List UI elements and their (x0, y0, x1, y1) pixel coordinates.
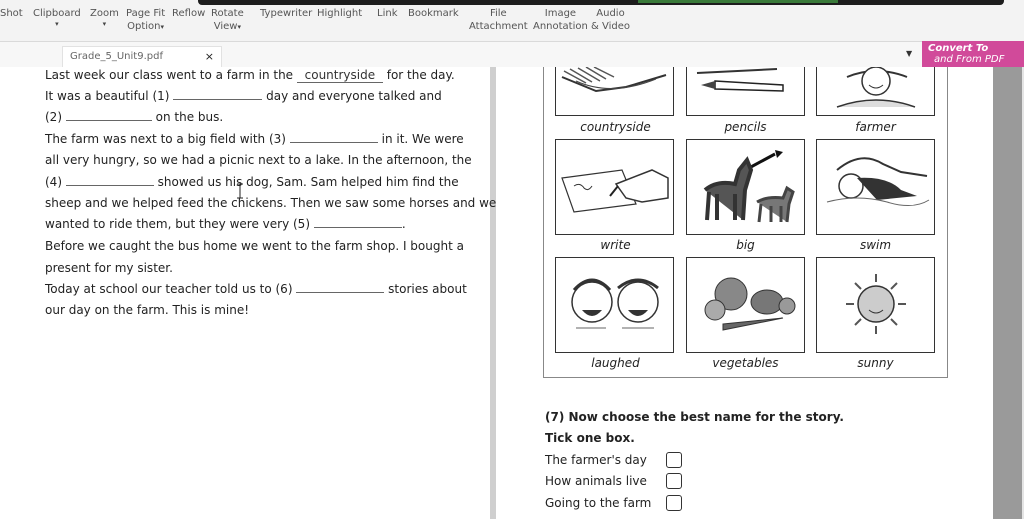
screenshot-tool[interactable] (0, 7, 23, 20)
story-line: (2) on the bus. (45, 110, 224, 124)
word-label: countryside (580, 120, 651, 134)
tool-label: Shot (0, 8, 23, 19)
tool-label: Image (544, 8, 577, 19)
window-titlebar (198, 0, 1004, 5)
tool-label: Page Fit (126, 8, 166, 19)
convert-label: Convert To (928, 43, 989, 54)
tool-label: Option (127, 21, 161, 32)
word-label: sunny (857, 356, 894, 370)
word-label: big (736, 238, 755, 252)
word-label: vegetables (712, 356, 779, 370)
story-line: sheep and we helped feed the chickens. Then we saw some horses and we (45, 196, 497, 210)
tool-label: Clipboard (33, 8, 81, 19)
vegetables-picture-icon (686, 257, 805, 353)
tool-label: & Video (591, 21, 630, 32)
tool-label: Annotation (533, 21, 588, 32)
story-line: all very hungry, so we had a picnic next to a lake. In the afternoon, the (45, 153, 472, 167)
big-picture-icon (686, 139, 805, 235)
story-line: The farm was next to a big field with (3) in it. We were (45, 132, 464, 146)
tool-label: Zoom (90, 8, 119, 19)
tool-label: View (213, 21, 238, 32)
file-attachment-tool[interactable] (469, 7, 528, 33)
story-name-option: How animals live (545, 474, 647, 488)
zoom-tool[interactable] (90, 7, 119, 28)
laughed-picture-icon (555, 257, 674, 353)
highlight-tool[interactable] (317, 7, 362, 20)
word-label: swim (859, 238, 892, 252)
question-7-instruction: Tick one box. (545, 431, 635, 445)
dropdown-arrow-icon: ▾ (160, 23, 164, 31)
story-line: (4) showed us his dog, Sam. Sam helped him find the (45, 175, 459, 189)
option-checkbox[interactable] (666, 495, 682, 511)
ribbon-toolbar (0, 0, 1024, 42)
tab-list-dropdown-icon[interactable]: ▼ (906, 49, 913, 58)
bookmark-tool[interactable] (408, 7, 459, 20)
example-answer: countryside (297, 68, 383, 83)
story-line: our day on the farm. This is mine! (45, 303, 250, 317)
countryside-picture-icon (555, 67, 674, 116)
answer-blank-4 (66, 175, 154, 186)
story-name-option: Going to the farm (545, 496, 652, 510)
tool-label: File (489, 8, 507, 19)
viewer-background (993, 67, 1024, 519)
farmer-picture-icon (816, 67, 935, 116)
answer-blank-6 (296, 282, 384, 293)
rotate-view-tool[interactable] (211, 7, 244, 34)
tool-label: Rotate (211, 8, 244, 19)
answer-blank-5 (314, 217, 402, 228)
question-7-title: (7) Now choose the best name for the story. (545, 410, 844, 424)
close-icon[interactable]: × (204, 50, 214, 63)
story-line: Last week our class went to a farm in the countryside for the day. (45, 68, 455, 82)
clipboard-tool[interactable] (33, 7, 81, 28)
reflow-tool[interactable] (172, 7, 205, 20)
typewriter-tool[interactable] (260, 7, 312, 20)
story-name-option: The farmer's day (545, 453, 647, 467)
text-cursor-icon (236, 183, 244, 199)
dropdown-arrow-icon: ▾ (237, 23, 241, 31)
write-picture-icon (555, 139, 674, 235)
image-annotation-tool[interactable] (533, 7, 588, 33)
answer-blank-2 (66, 110, 152, 121)
document-tab-label: Grade_5_Unit9.pdf (70, 51, 163, 62)
tool-label: Attachment (469, 21, 528, 32)
word-label: write (600, 238, 631, 252)
audio-video-tool[interactable] (591, 7, 630, 33)
sunny-picture-icon (816, 257, 935, 353)
story-line: It was a beautiful (1) day and everyone talked and (45, 89, 442, 103)
word-label: farmer (855, 120, 896, 134)
story-line: present for my sister. (45, 261, 173, 275)
page-fit-option-tool[interactable] (126, 7, 165, 34)
swim-picture-icon (816, 139, 935, 235)
answer-blank-1 (173, 89, 262, 100)
tool-label: Link (377, 8, 398, 19)
tool-label: Bookmark (408, 8, 459, 19)
tool-label: Audio (596, 8, 625, 19)
tool-label: Typewriter (260, 8, 313, 19)
option-checkbox[interactable] (666, 473, 682, 489)
word-label: pencils (724, 120, 767, 134)
pencils-picture-icon (686, 67, 805, 116)
story-line: Before we caught the bus home we went to the farm shop. I bought a (45, 239, 464, 253)
dropdown-arrow-icon: ▾ (55, 20, 59, 28)
answer-blank-3 (290, 132, 378, 143)
convert-pdf-button[interactable] (922, 41, 1024, 67)
link-tool[interactable] (377, 7, 397, 20)
tool-label: Highlight (317, 8, 363, 19)
story-line: wanted to ride them, but they were very (5) . (45, 217, 406, 231)
word-label: laughed (591, 356, 640, 370)
tool-label: Reflow (172, 8, 206, 19)
document-tab[interactable] (62, 46, 222, 67)
convert-sublabel: and From PDF (934, 54, 1005, 65)
option-checkbox[interactable] (666, 452, 682, 468)
dropdown-arrow-icon: ▾ (102, 20, 107, 28)
story-line: Today at school our teacher told us to (6) stories about (45, 282, 467, 296)
